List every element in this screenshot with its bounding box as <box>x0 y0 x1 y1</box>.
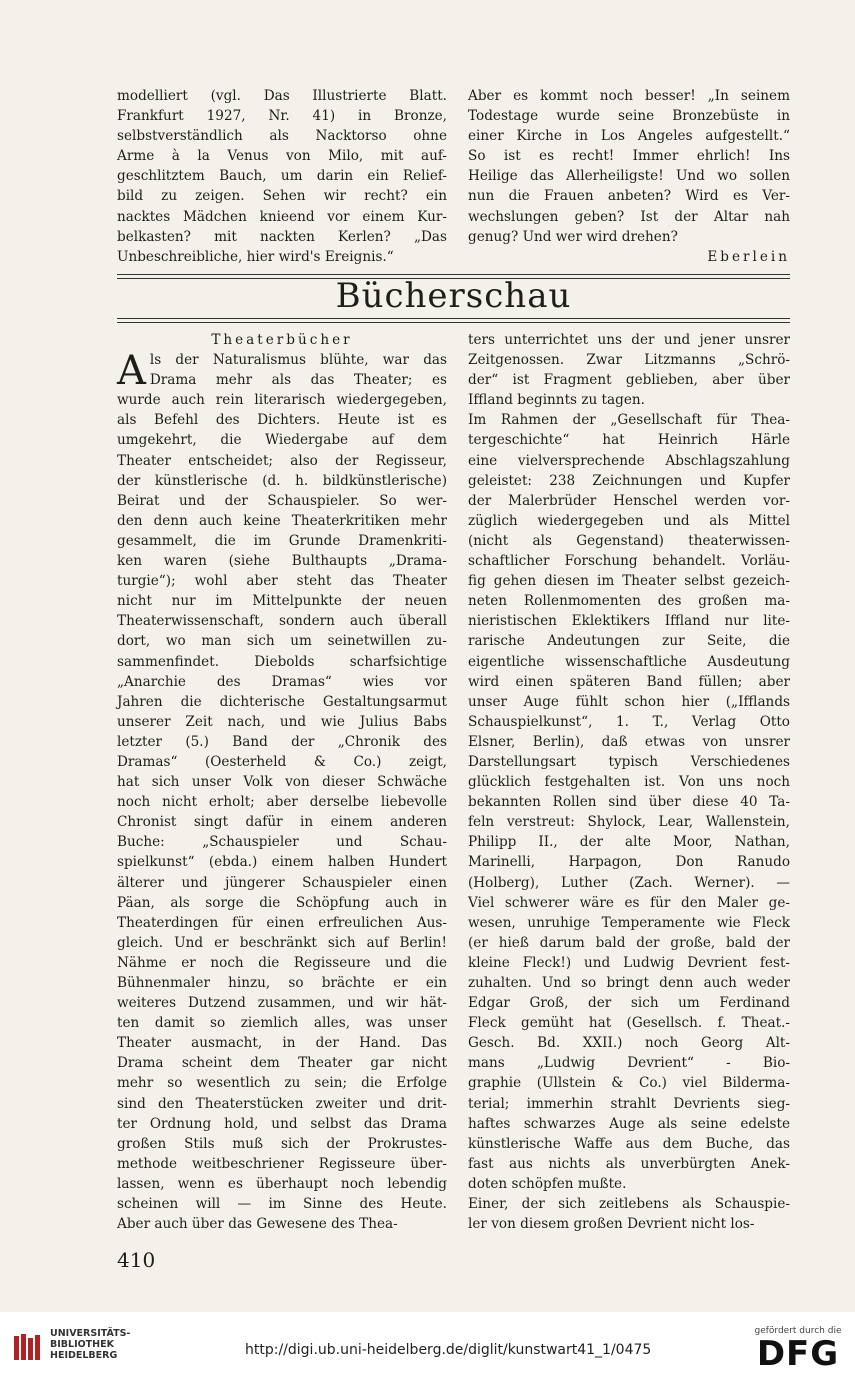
text-line: Heilige das Allerheiligste! Und wo sollen <box>468 168 790 185</box>
text-line: turgie“); wohl aber steht das Theater <box>117 573 447 590</box>
text-line: den denn auch keine Theaterkritiken mehr <box>117 512 447 529</box>
text-line: (er hieß darum bald der große, bald der <box>468 934 790 951</box>
text-line: der“ ist Fragment geblieben, aber über <box>468 372 790 389</box>
text-line: Buche: „Schauspieler und Schau- <box>117 834 447 851</box>
text-line: Aber auch über das Gewesene des Thea- <box>117 1216 398 1233</box>
text-line: weiteres Dutzend zusammen, und wir hät- <box>117 995 447 1012</box>
text-line: Drama scheint dem Theater gar nicht <box>117 1055 447 1072</box>
text-line: der Malerbrüder Henschel werden vor- <box>468 492 790 509</box>
text-line: als Befehl des Dichters. Heute ist es <box>117 412 447 429</box>
section-rule-bottom-double <box>117 322 790 323</box>
source-url-link[interactable]: http://digi.ub.uni-heidelberg.de/diglit/kunstwart41_1/0475 <box>245 1342 652 1358</box>
text-line: wechslungen geben? Ist der Altar nah <box>468 208 790 225</box>
text-line: Viel schwerer wäre es für den Maler ge- <box>468 894 790 911</box>
text-line: sind den Theaterstücken zweiter und drit- <box>117 1095 447 1112</box>
text-line: Elsner, Berlin), daß etwas von unsrer <box>468 733 790 750</box>
footer-bar <box>0 1312 855 1392</box>
text-line: Einer, der sich zeitlebens als Schauspie- <box>468 1196 790 1213</box>
text-line: umgekehrt, die Wiedergabe auf dem <box>117 432 447 449</box>
text-line: So ist es recht! Immer ehrlich! Ins <box>468 148 790 165</box>
text-line: mehr so wesentlich zu sein; die Erfolge <box>117 1075 447 1092</box>
text-line: graphie (Ullstein & Co.) viel Bilderma- <box>468 1075 790 1092</box>
text-line: spielkunst“ (ebda.) einem halben Hundert <box>117 854 447 871</box>
text-line: kleine Fleck!) und Ludwig Devrient fest- <box>468 954 790 971</box>
text-line: ten damit so ziemlich alles, was unser <box>117 1015 447 1032</box>
top-left-column <box>117 86 447 267</box>
text-line: ter Ordnung hold, und selbst das Drama <box>117 1115 447 1132</box>
signature: Eberlein <box>707 248 790 265</box>
text-line: Frankfurt 1927, Nr. 41) in Bronze, <box>117 108 447 125</box>
text-line: Chronist singt dafür in einem anderen <box>117 814 447 831</box>
top-right-column <box>468 86 790 267</box>
page-number: 410 <box>117 1248 156 1272</box>
text-line: Theaterdingen für einen erfreulichen Aus- <box>117 914 447 931</box>
text-line: Marinelli, Harpagon, Don Ranudo <box>468 854 790 871</box>
text-line: terial; immerhin strahlt Devrients sieg- <box>468 1095 790 1112</box>
text-line: (nicht als Gegenstand) theaterwissen- <box>468 532 790 549</box>
text-line: glücklich festgehalten ist. Von uns noch <box>468 774 790 791</box>
text-line: ken waren (siehe Bulthaupts „Drama- <box>117 553 447 570</box>
text-line: Päan, als sorge die Schöpfung auch in <box>117 894 447 911</box>
text-line: genug? Und wer wird drehen? <box>468 228 678 245</box>
text-line: feln verstreut: Shylock, Lear, Wallenstein, <box>468 814 790 831</box>
text-line: nieristischen Eklektikers Iffland nur lite- <box>468 613 790 630</box>
text-line: wurde auch rein literarisch wiedergegeben, <box>117 392 447 409</box>
text-line: großen Stils muß sich der Prokrustes- <box>117 1135 447 1152</box>
text-line: Gesch. Bd. XXII.) noch Georg Alt- <box>468 1035 790 1052</box>
text-line: eine vielversprechende Abschlagszahlung <box>468 452 790 469</box>
library-logo-icon <box>12 1332 42 1362</box>
text-line: Philipp II., der alte Moor, Nathan, <box>468 834 790 851</box>
text-line: ters unterrichtet uns der und jener unsrer <box>468 332 790 348</box>
text-line: ler von diesem großen Devrient nicht los- <box>468 1216 755 1233</box>
text-line: fast aus nichts als unverbürgten Anek- <box>468 1155 790 1172</box>
text-line: methode weitbeschriener Regisseure über- <box>117 1155 447 1172</box>
section-rule-bottom <box>117 318 790 319</box>
text-line: mans „Ludwig Devrient“ - Bio- <box>468 1055 790 1072</box>
text-line: Dramas“ (Oesterheld & Co.) zeigt, <box>117 753 447 770</box>
text-line: haftes schwarzes Auge als seine edelste <box>468 1115 790 1132</box>
text-line: eigentliche wissenschaftliche Ausdeutung <box>468 653 790 670</box>
text-line: wesen, unruhige Temperamente wie Fleck <box>468 914 790 931</box>
text-line: gleich. Und er beschränkt sich auf Berlin! <box>117 934 447 951</box>
text-line: geleistet: 238 Zeichnungen und Kupfer <box>468 472 790 489</box>
text-line: Im Rahmen der „Gesellschaft für Thea- <box>468 412 790 429</box>
sponsor-label: gefördert durch die <box>754 1326 842 1336</box>
text-line: Darstellungsart typisch Verschiedenes <box>468 753 790 770</box>
text-line: tergeschichte“ hat Heinrich Härle <box>468 432 790 449</box>
text-line: Bühnenmaler hinzu, so brächte er ein <box>117 975 447 991</box>
text-line: hat sich unser Volk von dieser Schwäche <box>117 774 447 791</box>
text-line: doten schöpfen mußte. <box>468 1175 627 1192</box>
text-line: belkasten? mit nackten Kerlen? „Das <box>117 228 447 245</box>
text-line: ls der Naturalismus blühte, war das <box>149 352 447 369</box>
text-line: unserer Zeit nach, und wie Julius Babs <box>117 713 447 730</box>
text-line: Aber es kommt noch besser! „In seinem <box>468 88 790 104</box>
text-line: nacktes Mädchen knieend vor einem Kur- <box>117 208 447 225</box>
text-line: geschlitztem Bauch, um darin ein Relief- <box>117 168 447 185</box>
text-line: selbstverständlich als Nacktorso ohne <box>117 128 447 145</box>
text-line: rarische Andeutungen zur Seite, die <box>468 633 790 650</box>
text-line: nun die Frauen anbeten? Wird es Ver- <box>468 188 790 205</box>
text-line: wird einen späteren Band füllen; aber <box>468 673 790 690</box>
text-line: „Anarchie des Dramas“ wies vor <box>117 673 447 690</box>
library-logo-text: UNIVERSITÄTS- BIBLIOTHEK HEIDELBERG <box>50 1328 131 1361</box>
section-title: Bücherschau <box>335 276 572 316</box>
text-line: Fleck gemüht hat (Gesellsch. f. Theat.- <box>468 1015 790 1032</box>
text-line: Nähme er noch die Regisseure und die <box>117 954 447 971</box>
text-line: Beirat und der Schauspieler. So wer- <box>117 492 447 509</box>
text-line: der künstlerische (d. h. bildkünstlerische) <box>117 472 447 489</box>
text-line: Theaterwissenschaft, sondern auch überall <box>117 613 447 630</box>
text-line: Drama mehr als das Theater; es <box>149 372 447 389</box>
text-line: (Holberg), Luther (Zach. Werner). — <box>468 874 790 891</box>
text-line: bild zu zeigen. Sehen wir recht? ein <box>117 188 447 205</box>
text-line: einer Kirche in Los Angeles aufgestellt.“ <box>468 128 790 145</box>
text-line: Schauspielkunst“, 1. T., Verlag Otto <box>468 713 790 730</box>
text-line: älterer und jüngerer Schauspieler einen <box>117 874 447 891</box>
sponsor-block <box>753 1326 843 1372</box>
drop-cap: A <box>117 348 146 395</box>
text-line: künstlerische Waffe aus dem Buche, das <box>468 1135 790 1152</box>
text-line: nicht nur im Mittelpunkte der neuen <box>117 593 447 610</box>
text-line: Iffland beginnts zu tagen. <box>468 392 645 409</box>
text-line: zuhalten. Und so bringt denn auch weder <box>468 975 790 991</box>
text-line: Theater ausmacht, in der Hand. Das <box>117 1035 447 1052</box>
text-line: Jahren die dichterische Gestaltungsarmut <box>117 693 447 710</box>
text-line: gesammelt, die im Grunde Dramenkriti- <box>117 532 447 549</box>
text-line: Todestage wurde seine Bronzebüste in <box>468 108 790 125</box>
text-line: bekannten Rollen sind über diese 40 Ta- <box>468 794 790 811</box>
text-line: Zeitgenossen. Zwar Litzmanns „Schrö- <box>468 352 790 369</box>
text-line: Unbeschreibliche, hier wird's Ereignis.“ <box>117 248 394 265</box>
text-line: letzter (5.) Band der „Chronik des <box>117 733 447 750</box>
text-line: Arme à la Venus von Milo, mit auf- <box>117 148 447 165</box>
text-line: dort, wo man sich um seinetwillen zu- <box>117 633 447 650</box>
text-line: lassen, wenn es überhaupt noch lebendig <box>117 1175 447 1192</box>
text-line: modelliert (vgl. Das Illustrierte Blatt. <box>117 88 447 104</box>
text-line: züglich wiedergegeben und als Mittel <box>468 512 790 529</box>
text-line: unser Auge fühlt schon hier („Ifflands <box>468 693 790 710</box>
text-line: neten Rollenmomenten des großen ma- <box>468 593 790 610</box>
text-line: noch nicht erholt; aber derselbe liebevolle <box>117 794 447 811</box>
text-line: fig gehen diesen im Theater selbst gezeich- <box>468 573 790 590</box>
text-line: Theater entscheidet; also der Regisseur, <box>117 452 447 469</box>
section-rule-top <box>117 274 790 275</box>
subheading: Theaterbücher <box>211 332 353 348</box>
dfg-logo: DFG <box>756 1334 840 1374</box>
text-line: Edgar Groß, der sich um Ferdinand <box>468 995 790 1012</box>
bottom-left-column <box>117 330 447 1234</box>
bottom-right-column <box>468 330 790 1234</box>
text-line: scheinen will — im Sinne des Heute. <box>117 1196 447 1213</box>
text-line: schaftlicher Forschung behandelt. Vorläu- <box>468 553 790 570</box>
text-line: sammenfindet. Diebolds scharfsichtige <box>117 653 447 670</box>
